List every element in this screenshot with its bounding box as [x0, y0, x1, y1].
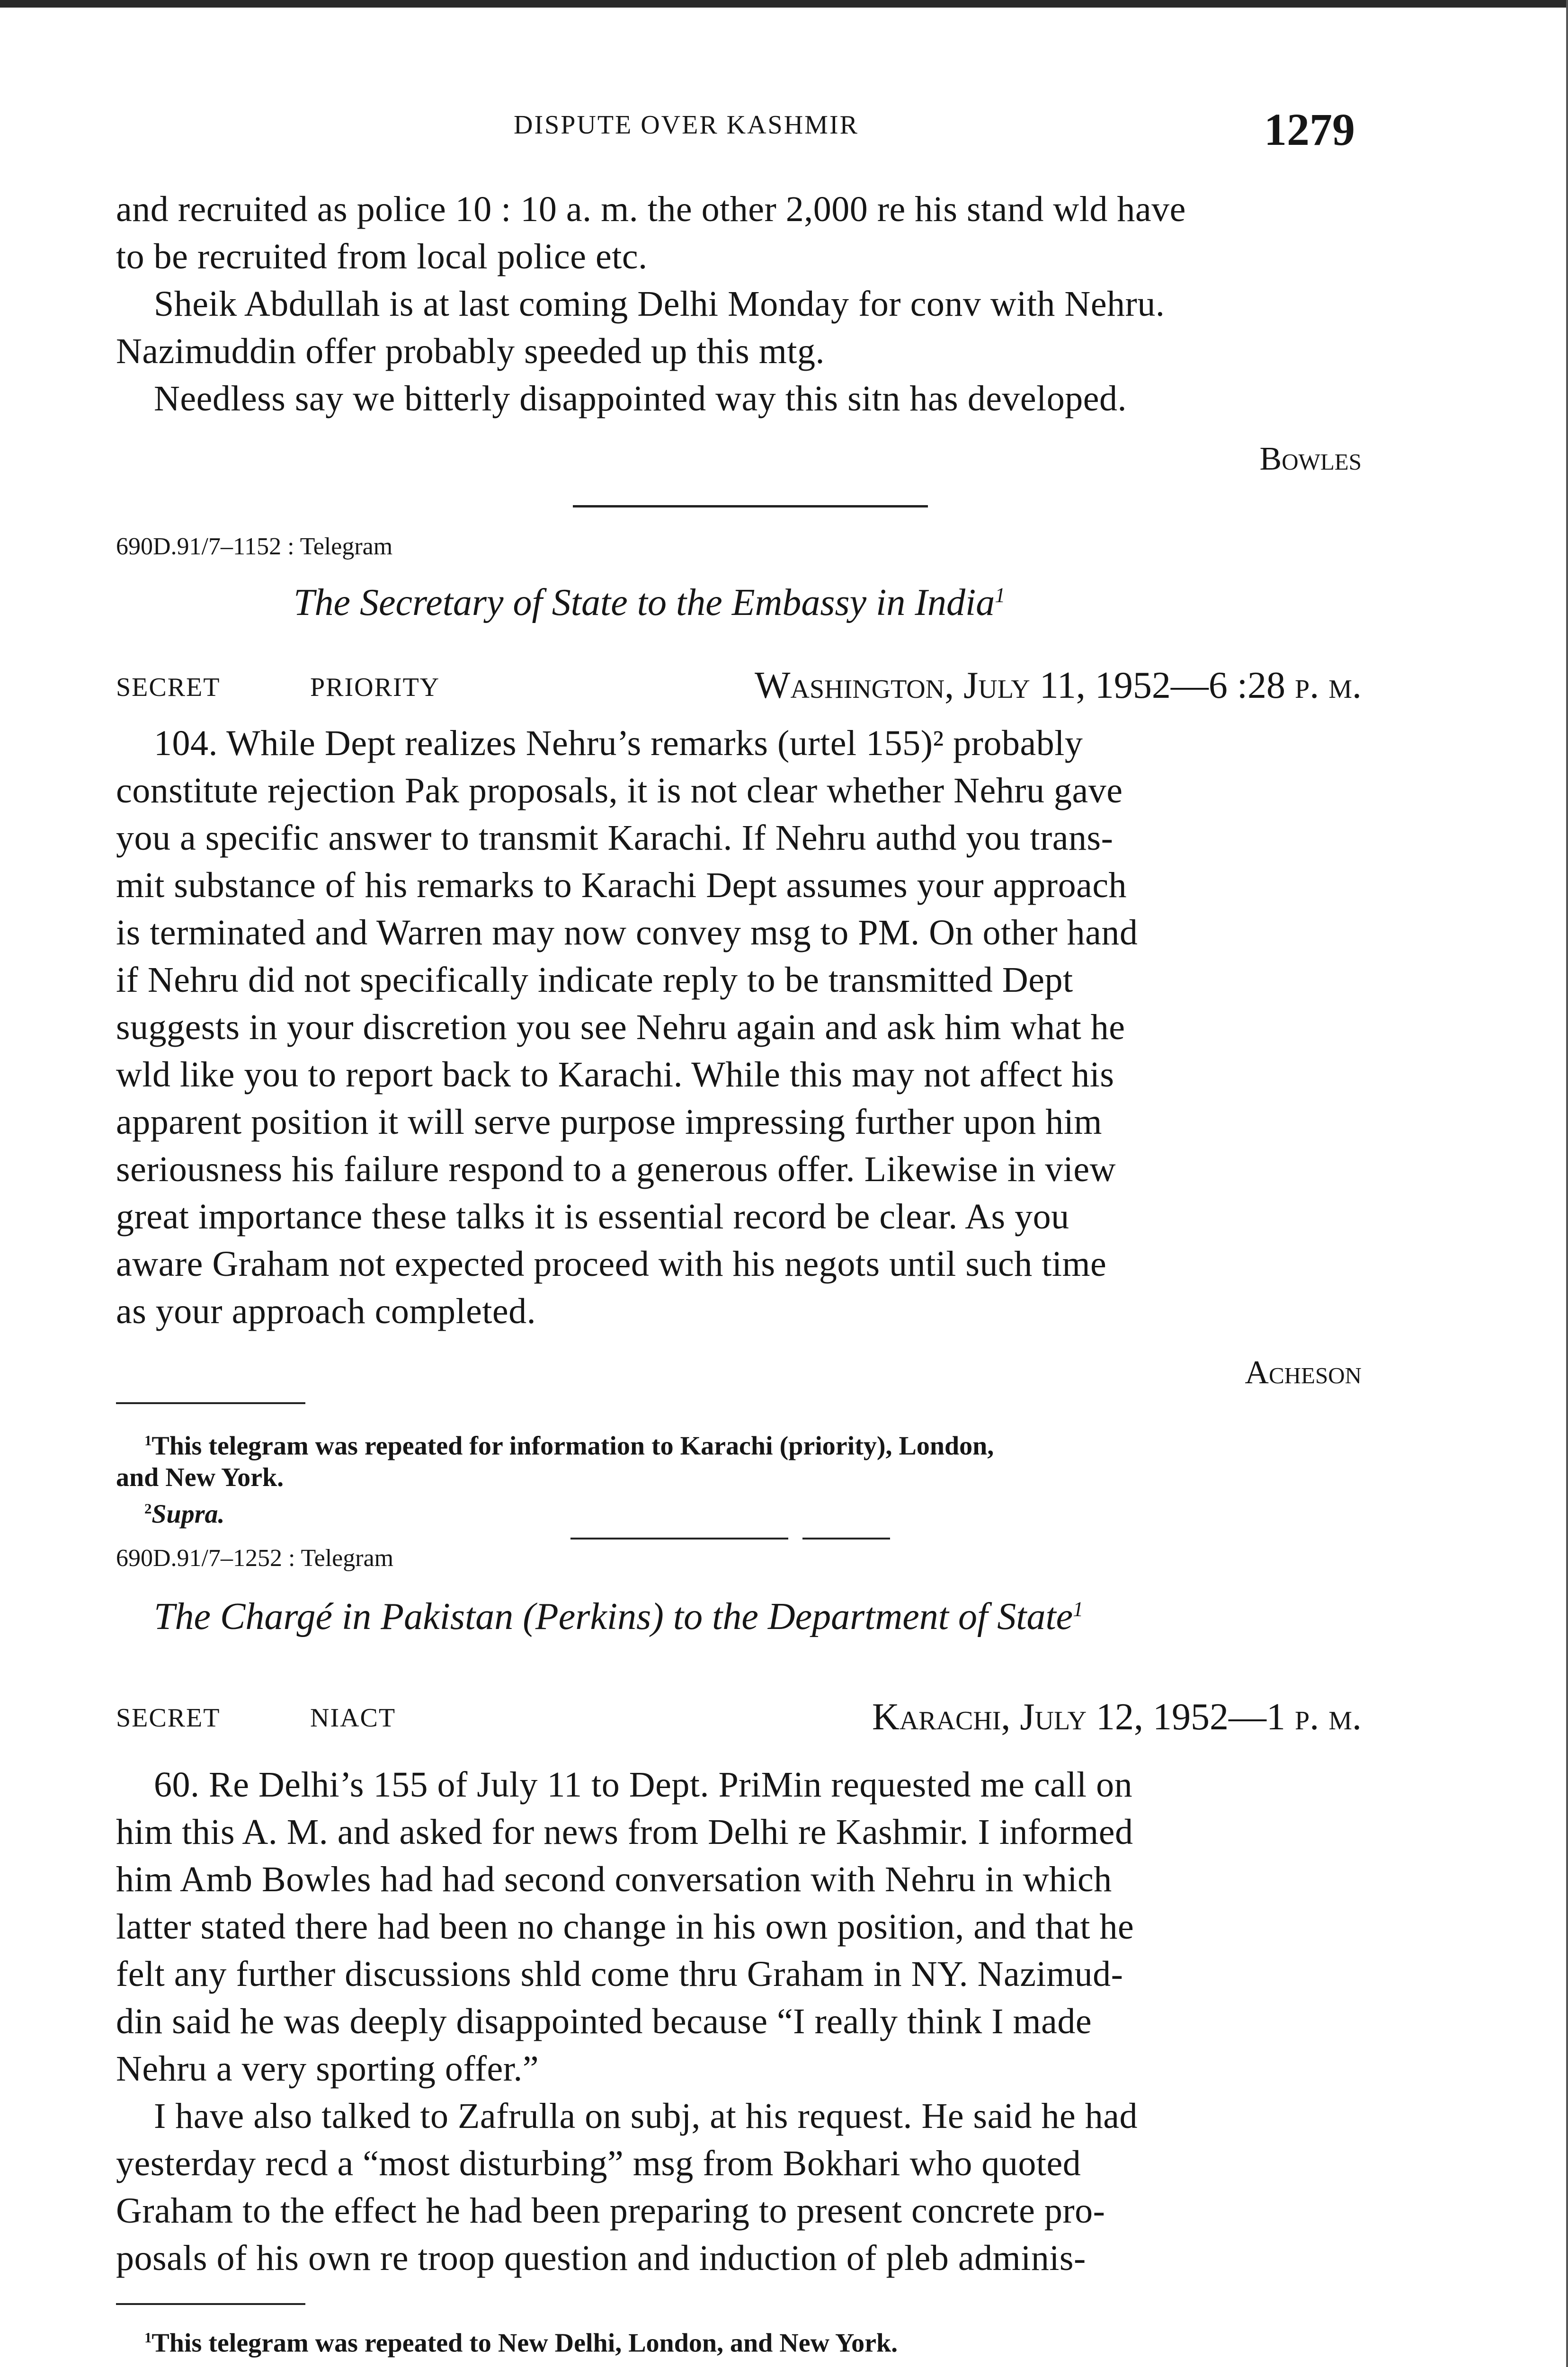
precedence: PRIORITY — [310, 673, 440, 702]
footnote-mark: 1 — [995, 583, 1006, 607]
text-line: as your approach completed. — [116, 1291, 536, 1331]
place-date: Washington, July 11, 1952—6 :28 p. m. — [755, 665, 1362, 706]
document-title — [154, 1595, 1083, 1638]
text-line: 60. Re Delhi’s 155 of July 11 to Dept. PriMin requested me call on — [154, 1765, 1133, 1805]
footnote: $^2$Supra. — [144, 1499, 225, 1529]
text-line: you a specific answer to transmit Karachi. If Nehru authd you trans- — [116, 818, 1114, 858]
doc2-footnotes — [116, 1425, 1371, 1530]
text-line: 104. While Dept realizes Nehru’s remarks (urtel 155)² probably — [154, 723, 1083, 763]
text-line: mit substance of his remarks to Karachi Dept assumes your approach — [116, 865, 1127, 905]
scan-top-edge — [0, 0, 1568, 8]
text-line: constitute rejection Pak proposals, it is not clear whether Nehru gave — [116, 771, 1123, 810]
section-divider — [802, 1538, 890, 1539]
footnote: $^1$This telegram was repeated for information to Karachi (priority), London, — [144, 1431, 994, 1461]
section-divider — [570, 1538, 788, 1539]
text-line: Nehru a very sporting offer.” — [116, 2049, 539, 2089]
text-line: suggests in your discretion you see Nehru again and ask him what he — [116, 1007, 1125, 1047]
doc2-body — [116, 720, 1371, 1335]
scan-right-edge — [1566, 0, 1568, 2367]
document-title-text: The Secretary of State to the Embassy in India — [294, 582, 995, 623]
doc3-footnote: $^1$This telegram was repeated to New Delhi, London, and New York. — [144, 2328, 898, 2358]
classification: SECRET — [116, 673, 221, 702]
text-line: yesterday recd a “most disturbing” msg from Bokhari who quoted — [116, 2144, 1081, 2183]
document-title — [294, 581, 1005, 624]
text-line: to be recruited from local police etc. — [116, 237, 648, 276]
document-title-text: The Chargé in Pakistan (Perkins) to the Department of State — [154, 1596, 1073, 1637]
footnote-mark: 1 — [1073, 1597, 1084, 1621]
text-line: Nazimuddin offer probably speeded up this mtg. — [116, 331, 825, 371]
file-reference: 690D.91/7–1152 : Telegram — [116, 533, 393, 560]
place-date: Karachi, July 12, 1952—1 p. m. — [872, 1696, 1362, 1738]
text-line: and recruited as police 10 : 10 a. m. the other 2,000 re his stand wld have — [116, 189, 1186, 229]
text-line: posals of his own re troop question and induction of pleb adminis- — [116, 2238, 1086, 2278]
text-line: latter stated there had been no change in his own position, and that he — [116, 1907, 1134, 1947]
footnote-rule — [116, 2303, 305, 2305]
text-line: is terminated and Warren may now convey msg to PM. On other hand — [116, 913, 1138, 952]
footnote-continuation: and New York. — [116, 1462, 284, 1492]
text-line: if Nehru did not specifically indicate reply to be transmitted Dept — [116, 960, 1073, 1000]
text-line: I have also talked to Zafrulla on subj, at his request. He said he had — [154, 2096, 1138, 2136]
classification: SECRET — [116, 1703, 221, 1733]
text-line: seriousness his failure respond to a generous offer. Likewise in view — [116, 1149, 1116, 1189]
footnote-rule — [116, 1402, 305, 1404]
text-line: Needless say we bitterly disappointed way this sitn has developed. — [154, 379, 1127, 418]
file-reference: 690D.91/7–1252 : Telegram — [116, 1545, 394, 1572]
signature-bowles: Bowles — [1259, 441, 1362, 477]
text-line: great importance these talks it is essential record be clear. As you — [116, 1197, 1069, 1237]
doc1-continuation — [116, 186, 1371, 422]
signature-acheson: Acheson — [1245, 1354, 1362, 1391]
text-line: wld like you to report back to Karachi. While this may not affect his — [116, 1055, 1114, 1095]
doc3-body — [116, 1761, 1371, 2282]
page-number: 1279 — [1264, 104, 1355, 155]
text-line: felt any further discussions shld come thru Graham in NY. Nazimud- — [116, 1954, 1123, 1994]
text-line: Graham to the effect he had been preparing to present concrete pro- — [116, 2191, 1105, 2231]
text-line: him Amb Bowles had had second conversation with Nehru in which — [116, 1860, 1112, 1899]
section-divider — [573, 505, 928, 507]
text-line: him this A. M. and asked for news from Delhi re Kashmir. I informed — [116, 1812, 1133, 1852]
text-line: aware Graham not expected proceed with his negots until such time — [116, 1244, 1107, 1284]
precedence: NIACT — [310, 1703, 396, 1733]
text-line: din said he was deeply disappointed because “I really think I made — [116, 2002, 1092, 2041]
running-title: DISPUTE OVER KASHMIR — [514, 110, 859, 140]
text-line: Sheik Abdullah is at last coming Delhi Monday for conv with Nehru. — [154, 284, 1165, 324]
text-line: apparent position it will serve purpose impressing further upon him — [116, 1102, 1103, 1142]
